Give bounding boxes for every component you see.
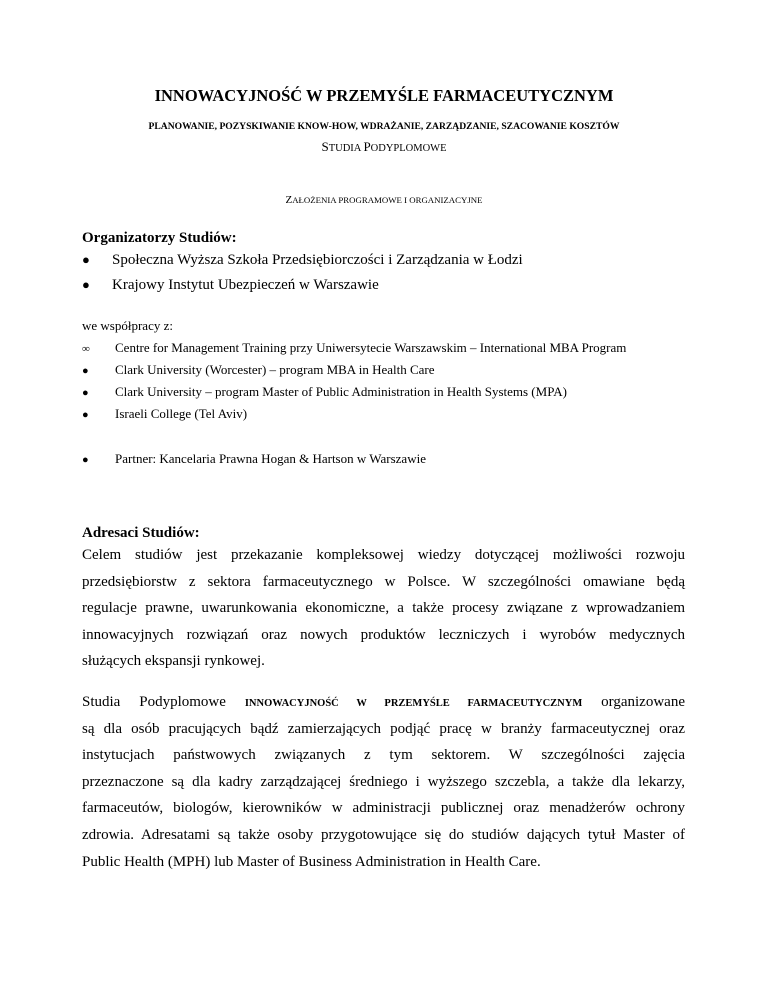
paragraph-line: Celem studiów jest przekazanie kompleksowej wiedzy dotyczącej możliwości rozwoju: [82, 547, 685, 563]
cooperation-item: [82, 362, 435, 378]
cooperation-item-text: Clark University – program Master of Public Administration in Health Systems (MPA): [115, 384, 567, 399]
study-type: [0, 139, 768, 155]
paragraph-line: przeznaczone są dla kadry zarządzającej średniego i wyższego szczebla, a także dla lekarzy,: [82, 773, 685, 790]
paragraph-line: służących ekspansji rynkowej.: [82, 653, 265, 670]
paragraph-line: innowacyjnych rozwiązań oraz nowych produktów leczniczych i wyrobów medycznych: [82, 626, 685, 643]
bullet-icon: ●: [82, 365, 89, 377]
cooperation-item: [82, 384, 567, 400]
audience-paragraph-2: [82, 689, 685, 875]
cooperation-intro: we współpracy z:: [82, 318, 173, 333]
study-type-rest-1: TUDIA: [328, 143, 364, 154]
study-type-initial-s: S: [321, 139, 329, 154]
paragraph-line-first: [82, 689, 685, 716]
bullet-icon: ●: [82, 277, 90, 292]
organizer-item: [82, 252, 523, 269]
assumptions-initial: Z: [285, 194, 293, 206]
cooperation-item: [82, 406, 247, 422]
document-subtitle: PLANOWANIE, POZYSKIWANIE KNOW-HOW, WDRAŻANIE, ZARZĄDZANIE, SZACOWANIE KOSZTÓW: [148, 121, 620, 132]
bullet-icon: ●: [82, 252, 90, 267]
cooperation-item-text: Israeli College (Tel Aviv): [115, 406, 248, 421]
study-type-initial-p: P: [363, 139, 371, 154]
audience-heading: Adresaci Studiów:: [82, 525, 200, 541]
infinity-bullet-icon: ∞: [82, 343, 90, 355]
paragraph-line: regulacje prawne, uwarunkowania ekonomiczne, a także procesy związane z wprowadzaniem: [82, 600, 685, 617]
organizer-item: [82, 277, 379, 294]
paragraph-line: przedsiębiorstw z sektora farmaceutycznego w Polsce. W szczególności omawiane będą: [82, 573, 685, 590]
program-name-inline: INNOWACYJNOŚĆ W PRZEMYŚLE FARMACEUTYCZNYM: [244, 698, 583, 709]
cooperation-item: [82, 340, 626, 356]
paragraph-text: Studia Podyplomowe: [82, 694, 245, 710]
assumptions-rest: AŁOŻENIA PROGRAMOWE I ORGANIZACYJNE: [292, 195, 483, 205]
bullet-icon: ●: [82, 454, 89, 466]
paragraph-line: instytucjach państwowych związanych z tym sektorem. W szczególności zajęcia: [82, 747, 685, 764]
paragraph-line: są dla osób pracujących bądź zamierzających podjąć pracę w branży farmaceutycznej oraz: [82, 720, 685, 737]
assumptions-heading: [0, 194, 768, 206]
paragraph-line: Public Health (MPH) lub Master of Business Administration in Health Care.: [82, 853, 541, 870]
cooperation-item-text: Centre for Management Training przy Uniwersytecie Warszawskim – International MBA Program: [115, 340, 627, 355]
paragraph-line: farmaceutów, biologów, kierowników w administracji publicznej oraz menadżerów ochrony: [82, 800, 685, 817]
cooperation-item-text: Clark University (Worcester) – program MBA in Health Care: [115, 362, 435, 377]
document-title: INNOWACYJNOŚĆ W PRZEMYŚLE FARMACEUTYCZNYM: [154, 86, 614, 105]
paragraph-line: zdrowia. Adresatami są także osoby przygotowujące się do studiów dających tytuł Master of: [82, 826, 685, 843]
audience-paragraph-1: [82, 542, 685, 675]
partner-item: [82, 451, 426, 467]
bullet-icon: ●: [82, 409, 89, 421]
organizer-item-text: Krajowy Instytut Ubezpieczeń w Warszawie: [112, 277, 379, 293]
study-type-rest-2: ODYPLOMOWE: [370, 143, 447, 154]
organizers-heading: Organizatorzy Studiów:: [82, 230, 237, 246]
organizer-item-text: Społeczna Wyższa Szkoła Przedsiębiorczości i Zarządzania w Łodzi: [112, 252, 523, 268]
paragraph-text: organizowane: [582, 694, 685, 710]
partner-item-text: Partner: Kancelaria Prawna Hogan & Hartson w Warszawie: [115, 451, 426, 466]
bullet-icon: ●: [82, 387, 89, 399]
